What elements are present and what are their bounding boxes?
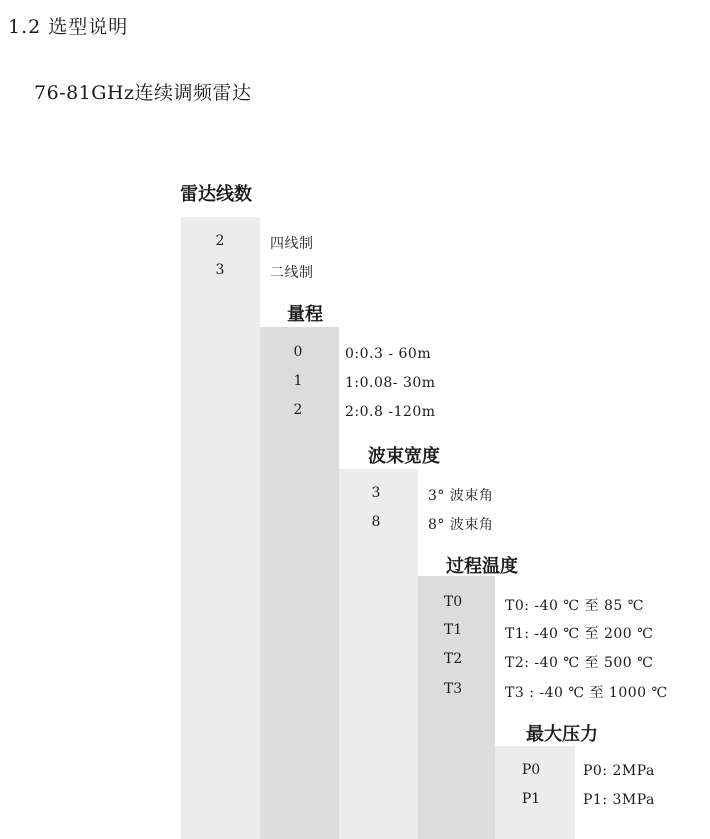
- option-code: P1: [521, 791, 541, 807]
- column-process-temp: [418, 576, 495, 839]
- option-code: 1: [293, 373, 303, 389]
- option-desc: 四线制: [270, 236, 314, 252]
- option-desc: T2: -40 ℃ 至 500 ℃: [505, 655, 654, 671]
- option-desc: 二线制: [270, 265, 314, 281]
- option-code: T1: [443, 622, 463, 638]
- option-desc: P1: 3MPa: [583, 792, 655, 808]
- option-desc: T1: -40 ℃ 至 200 ℃: [505, 626, 654, 642]
- option-code: 3: [215, 262, 225, 278]
- option-code: 2: [215, 233, 225, 249]
- option-code: T3: [443, 681, 463, 697]
- product-title: 76-81GHz连续调频雷达: [34, 82, 252, 104]
- option-desc: T0: -40 ℃ 至 85 ℃: [505, 598, 644, 614]
- option-desc: P0: 2MPa: [583, 763, 655, 779]
- option-code: T0: [443, 594, 463, 610]
- option-desc: 3° 波束角: [428, 488, 494, 504]
- section-heading: 1.2 选型说明: [8, 16, 129, 38]
- option-desc: 8° 波束角: [428, 517, 494, 533]
- option-desc: 2:0.8 -120m: [345, 404, 436, 420]
- option-desc: 0:0.3 - 60m: [345, 346, 432, 362]
- group-title-beam-width: 波束宽度: [368, 446, 440, 467]
- option-desc: 1:0.08- 30m: [345, 375, 436, 391]
- option-code: P0: [521, 762, 541, 778]
- option-code: 2: [293, 402, 303, 418]
- option-code: 0: [293, 344, 303, 360]
- group-title-process-temp: 过程温度: [446, 556, 518, 577]
- group-title-radar-lines: 雷达线数: [180, 184, 252, 205]
- column-radar-lines: [181, 217, 260, 839]
- option-desc: T3 : -40 ℃ 至 1000 ℃: [505, 685, 668, 701]
- group-title-max-pressure: 最大压力: [526, 724, 598, 745]
- group-title-range: 量程: [287, 304, 323, 325]
- option-code: 3: [371, 485, 381, 501]
- option-code: T2: [443, 651, 463, 667]
- option-code: 8: [371, 514, 381, 530]
